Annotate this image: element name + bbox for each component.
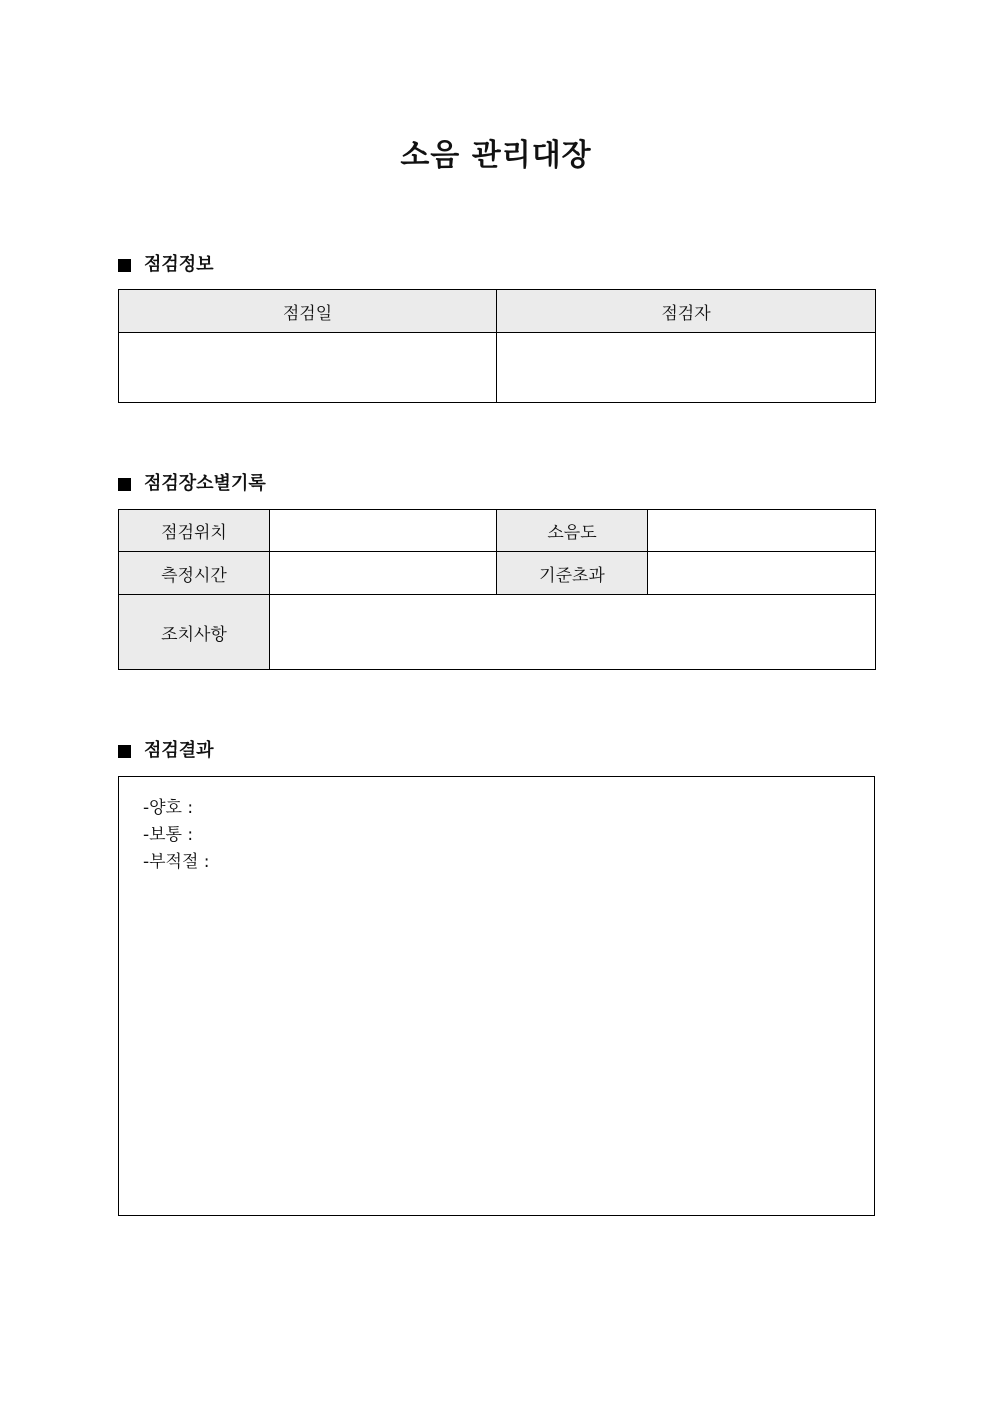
inspection-result-box[interactable] (118, 776, 875, 1216)
inspection-date-header: 점검일 (119, 290, 497, 333)
inspector-field[interactable] (497, 333, 876, 403)
result-inadequate-line: -부적절 : (143, 852, 210, 872)
square-bullet-icon (118, 478, 131, 491)
action-taken-label: 조치사항 (119, 595, 270, 670)
action-taken-field[interactable] (270, 595, 876, 670)
result-normal-line: -보통 : (143, 825, 194, 845)
section-heading-inspection-info (118, 252, 214, 278)
section-heading-inspection-result (118, 738, 214, 764)
document-title: 소음 관리대장 (400, 138, 592, 173)
location-field[interactable] (270, 510, 497, 552)
inspection-info-table (118, 289, 876, 403)
square-bullet-icon (118, 259, 131, 272)
noise-level-label: 소음도 (497, 510, 648, 552)
table-row (119, 595, 876, 670)
location-record-table (118, 509, 876, 670)
measurement-time-label: 측정시간 (119, 552, 270, 595)
table-row (119, 552, 876, 595)
limit-exceeded-label: 기준초과 (497, 552, 648, 595)
table-row (119, 510, 876, 552)
limit-exceeded-field[interactable] (648, 552, 876, 595)
section-heading-label: 점검결과 (144, 740, 214, 761)
location-label: 점검위치 (119, 510, 270, 552)
measurement-time-field[interactable] (270, 552, 497, 595)
section-heading-location-record (118, 471, 266, 497)
inspector-header: 점검자 (497, 290, 876, 333)
result-good-line: -양호 : (143, 798, 194, 818)
section-heading-label: 점검장소별기록 (144, 473, 266, 494)
noise-level-field[interactable] (648, 510, 876, 552)
inspection-result-list (143, 795, 210, 876)
square-bullet-icon (118, 745, 131, 758)
section-heading-label: 점검정보 (144, 254, 214, 275)
table-row (119, 333, 876, 403)
table-header-row (119, 290, 876, 333)
inspection-date-field[interactable] (119, 333, 497, 403)
